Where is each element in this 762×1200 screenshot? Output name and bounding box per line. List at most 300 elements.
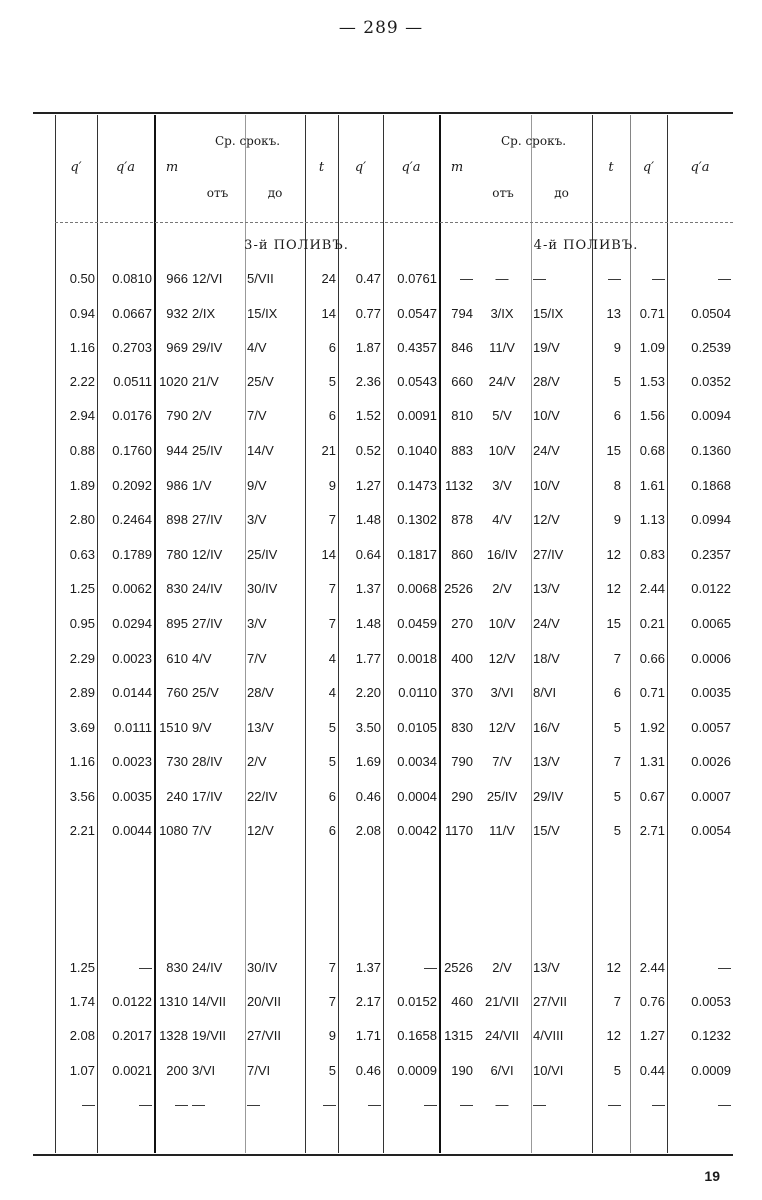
table-cell: — bbox=[608, 1097, 621, 1112]
table-cell: — bbox=[424, 1097, 437, 1112]
table-cell: 2.08 bbox=[355, 823, 381, 838]
table-cell: 6 bbox=[328, 789, 336, 804]
table-cell: 200 bbox=[166, 1063, 188, 1078]
header-sr-srok: Ср. срокъ. bbox=[500, 134, 567, 148]
table-cell: 0.63 bbox=[69, 547, 95, 562]
table-cell: 7/V bbox=[247, 408, 267, 423]
table-cell: — bbox=[247, 1097, 260, 1112]
table-cell: 0.2017 bbox=[112, 1028, 152, 1043]
table-cell: 27/VII bbox=[247, 1028, 281, 1043]
table-cell: 2.22 bbox=[69, 374, 95, 389]
table-cell: 0.0053 bbox=[691, 994, 731, 1009]
table-cell: 2/V bbox=[492, 581, 512, 596]
table-cell: 12/V bbox=[533, 512, 560, 527]
table-cell: 0.1232 bbox=[691, 1028, 731, 1043]
table-cell: 0.0009 bbox=[397, 1063, 437, 1078]
table-cell: 4/V bbox=[192, 651, 212, 666]
table-cell: 1080 bbox=[159, 823, 188, 838]
table-cell: 2.21 bbox=[69, 823, 95, 838]
table-cell: 0.0094 bbox=[691, 408, 731, 423]
header-separator bbox=[55, 222, 733, 223]
table-cell: 1.16 bbox=[69, 340, 95, 355]
table-cell: 27/IV bbox=[192, 616, 223, 631]
table-cell: 0.0035 bbox=[691, 685, 731, 700]
table-cell: 1.77 bbox=[355, 651, 381, 666]
table-cell: 2/V bbox=[192, 408, 212, 423]
table-cell: 0.0122 bbox=[691, 581, 731, 596]
table-cell: — bbox=[139, 960, 152, 975]
table-cell: 0.52 bbox=[355, 443, 381, 458]
header-q: q′ bbox=[70, 160, 82, 175]
table-cell: 21/V bbox=[192, 374, 219, 389]
table-cell: 1.48 bbox=[355, 512, 381, 527]
table-cell: 190 bbox=[451, 1063, 473, 1078]
table-cell: 9 bbox=[613, 512, 621, 527]
header-do: до bbox=[554, 186, 569, 200]
table-cell: 9 bbox=[328, 1028, 336, 1043]
table-cell: 7/V bbox=[492, 754, 512, 769]
table-cell: 17/IV bbox=[192, 789, 223, 804]
table-cell: 7 bbox=[328, 960, 336, 975]
table-cell: 24/IV bbox=[192, 581, 223, 596]
table-cell: 883 bbox=[451, 443, 473, 458]
table-cell: 0.1360 bbox=[691, 443, 731, 458]
table-cell: 29/IV bbox=[192, 340, 223, 355]
table-cell: 0.0152 bbox=[397, 994, 437, 1009]
table-cell: 24/V bbox=[533, 616, 560, 631]
header-qa: q′a bbox=[401, 160, 421, 175]
table-cell: 0.0105 bbox=[397, 720, 437, 735]
table-cell: 10/V bbox=[488, 443, 516, 458]
table-cell: 400 bbox=[451, 651, 473, 666]
table-cell: 0.0035 bbox=[112, 789, 152, 804]
table-cell: 5 bbox=[613, 1063, 621, 1078]
table-cell: — bbox=[460, 1097, 473, 1112]
table-cell: 760 bbox=[166, 685, 188, 700]
table-cell: 27/IV bbox=[533, 547, 564, 562]
table-cell: 2.80 bbox=[69, 512, 95, 527]
table-cell: 0.1473 bbox=[397, 478, 437, 493]
table-cell: 2.08 bbox=[69, 1028, 95, 1043]
table-cell: 2.17 bbox=[355, 994, 381, 1009]
table-cell: 4 bbox=[328, 651, 336, 666]
table-cell: — bbox=[495, 1097, 509, 1112]
table-cell: 2.94 bbox=[69, 408, 95, 423]
table-cell: 0.0018 bbox=[397, 651, 437, 666]
table-cell: 4/V bbox=[492, 512, 512, 527]
table-cell: 0.0176 bbox=[112, 408, 152, 423]
table-cell: 1510 bbox=[159, 720, 188, 735]
table-cell: 270 bbox=[451, 616, 473, 631]
table-cell: 9 bbox=[613, 340, 621, 355]
table-cell: 0.44 bbox=[639, 1063, 665, 1078]
table-cell: 0.46 bbox=[355, 789, 381, 804]
table-cell: 1.48 bbox=[355, 616, 381, 631]
table-cell: 1.53 bbox=[639, 374, 665, 389]
table-cell: 0.0810 bbox=[112, 271, 152, 286]
table-cell: 5 bbox=[328, 720, 336, 735]
table-cell: 370 bbox=[451, 685, 473, 700]
table-cell: 290 bbox=[451, 789, 473, 804]
table-cell: 0.0009 bbox=[691, 1063, 731, 1078]
table-cell: 0.77 bbox=[355, 306, 381, 321]
table-cell: — bbox=[718, 960, 731, 975]
table-cell: 3/VI bbox=[192, 1063, 216, 1078]
table-cell: 12/V bbox=[488, 651, 516, 666]
table-cell: 0.0091 bbox=[397, 408, 437, 423]
table-cell: 24/VII bbox=[485, 1028, 519, 1043]
table-cell: 0.1302 bbox=[397, 512, 437, 527]
header-sr-srok: Ср. срокъ. bbox=[214, 134, 281, 148]
table-cell: 0.94 bbox=[69, 306, 95, 321]
table-cell: 8 bbox=[613, 478, 621, 493]
table-cell: 12 bbox=[606, 547, 621, 562]
table-cell: 846 bbox=[451, 340, 473, 355]
table-cell: 0.1789 bbox=[112, 547, 152, 562]
table-cell: 2526 bbox=[444, 581, 473, 596]
table-cell: 830 bbox=[451, 720, 473, 735]
table-cell: 3/V bbox=[247, 512, 267, 527]
table-cell: 22/IV bbox=[247, 789, 278, 804]
table-cell: 9 bbox=[328, 478, 336, 493]
table-cell: 1.37 bbox=[355, 581, 381, 596]
table-cell: 0.0023 bbox=[112, 754, 152, 769]
table-cell: 1.92 bbox=[639, 720, 665, 735]
table-cell: 4/V bbox=[247, 340, 267, 355]
table-cell: 14/V bbox=[247, 443, 274, 458]
table-cell: 660 bbox=[451, 374, 473, 389]
table-cell: 5 bbox=[328, 374, 336, 389]
table-cell: 1020 bbox=[159, 374, 188, 389]
header-q: q′ bbox=[354, 160, 367, 175]
header-m: m bbox=[165, 160, 179, 175]
table-cell: 2.71 bbox=[639, 823, 665, 838]
table-cell: 7/V bbox=[192, 823, 212, 838]
table-cell: — bbox=[533, 271, 546, 286]
table-cell: 969 bbox=[166, 340, 188, 355]
table-cell: 7 bbox=[328, 581, 336, 596]
table-cell: 830 bbox=[166, 581, 188, 596]
table-cell: 0.1868 bbox=[691, 478, 731, 493]
table-cell: 0.0054 bbox=[691, 823, 731, 838]
table-cell: 1.74 bbox=[69, 994, 95, 1009]
signature-number: 19 bbox=[704, 1168, 720, 1184]
table-cell: 0.0068 bbox=[397, 581, 437, 596]
table-cell: 944 bbox=[166, 443, 188, 458]
table-cell: 10/VI bbox=[533, 1063, 564, 1078]
table-cell: 8/VI bbox=[533, 685, 557, 700]
table-cell: 780 bbox=[166, 547, 188, 562]
column-divider bbox=[531, 115, 532, 1153]
table-cell: 6/VI bbox=[490, 1063, 514, 1078]
table-cell: 0.0062 bbox=[112, 581, 152, 596]
table-cell: 15/IX bbox=[247, 306, 278, 321]
table-cell: 3/VI bbox=[490, 685, 514, 700]
table-cell: 1.31 bbox=[639, 754, 665, 769]
table-cell: 1.13 bbox=[639, 512, 665, 527]
table-cell: 240 bbox=[166, 789, 188, 804]
table-cell: 28/V bbox=[247, 685, 274, 700]
table-cell: 0.83 bbox=[639, 547, 665, 562]
table-cell: 9/V bbox=[247, 478, 267, 493]
table-cell: 18/V bbox=[533, 651, 560, 666]
table-cell: 19/VII bbox=[192, 1028, 226, 1043]
table-cell: — bbox=[460, 271, 473, 286]
table-cell: 0.88 bbox=[69, 443, 95, 458]
table-cell: 5/V bbox=[492, 408, 512, 423]
table-cell: 29/IV bbox=[533, 789, 564, 804]
table-cell: — bbox=[652, 271, 665, 286]
table-cell: 0.2703 bbox=[112, 340, 152, 355]
table-cell: 0.1760 bbox=[112, 443, 152, 458]
table-cell: — bbox=[368, 1097, 381, 1112]
table-cell: 11/V bbox=[489, 340, 515, 355]
table-cell: 2.36 bbox=[355, 374, 381, 389]
table-cell: 0.0122 bbox=[112, 994, 152, 1009]
table-cell: 1315 bbox=[444, 1028, 473, 1043]
table-cell: 0.0034 bbox=[397, 754, 437, 769]
table-cell: 5 bbox=[613, 720, 621, 735]
table-cell: 3.50 bbox=[355, 720, 381, 735]
table-cell: 6 bbox=[613, 685, 621, 700]
table-cell: 5/VII bbox=[247, 271, 274, 286]
table-cell: 0.2464 bbox=[112, 512, 152, 527]
table-cell: 1310 bbox=[159, 994, 188, 1009]
table-cell: 12/V bbox=[488, 720, 516, 735]
header-ot: отъ bbox=[206, 186, 229, 200]
table-cell: 1132 bbox=[445, 478, 473, 493]
table-cell: — bbox=[323, 1097, 336, 1112]
table-cell: — bbox=[192, 1097, 205, 1112]
table-cell: 1.25 bbox=[69, 960, 95, 975]
bottom-rule bbox=[33, 1154, 733, 1156]
table-cell: — bbox=[175, 1097, 188, 1112]
table-cell: — bbox=[533, 1097, 546, 1112]
table-cell: 0.0023 bbox=[112, 651, 152, 666]
table-cell: 0.0026 bbox=[691, 754, 731, 769]
table-cell: 0.66 bbox=[639, 651, 665, 666]
table-cell: 986 bbox=[166, 478, 188, 493]
table-cell: 794 bbox=[451, 306, 473, 321]
table-cell: 25/V bbox=[192, 685, 219, 700]
table-cell: 0.0111 bbox=[114, 720, 152, 735]
table-cell: 5 bbox=[328, 1063, 336, 1078]
table-cell: 27/IV bbox=[192, 512, 223, 527]
header-qa: q′a bbox=[690, 160, 710, 175]
table-cell: 21/VII bbox=[485, 994, 519, 1009]
table-cell: 0.67 bbox=[639, 789, 665, 804]
table-cell: 1.09 bbox=[639, 340, 665, 355]
table-cell: 0.0994 bbox=[691, 512, 731, 527]
table-cell: 3/IX bbox=[490, 306, 514, 321]
table-cell: 1.89 bbox=[69, 478, 95, 493]
table-cell: 3/V bbox=[492, 478, 512, 493]
table-cell: 13/V bbox=[247, 720, 274, 735]
section-title-fourth: 4-й ПОЛИВЪ. bbox=[533, 238, 639, 253]
table-cell: 0.0459 bbox=[397, 616, 437, 631]
table-cell: — bbox=[495, 271, 509, 286]
table-cell: 932 bbox=[166, 306, 188, 321]
table-cell: 7 bbox=[328, 616, 336, 631]
table-cell: 1.27 bbox=[355, 478, 381, 493]
table-cell: 3/V bbox=[247, 616, 267, 631]
table-cell: 0.0761 bbox=[397, 271, 437, 286]
table-cell: 1170 bbox=[445, 823, 473, 838]
table-cell: 0.2092 bbox=[112, 478, 152, 493]
table-cell: 0.2539 bbox=[691, 340, 731, 355]
page-number: — 289 — bbox=[338, 18, 424, 38]
table-cell: 7 bbox=[328, 512, 336, 527]
header-m: m bbox=[450, 160, 464, 175]
table-cell: 0.0504 bbox=[691, 306, 731, 321]
table-cell: 0.0065 bbox=[691, 616, 731, 631]
table-cell: 790 bbox=[166, 408, 188, 423]
table-cell: 0.0352 bbox=[691, 374, 731, 389]
table-cell: 898 bbox=[166, 512, 188, 527]
table-cell: 12/IV bbox=[192, 547, 223, 562]
table-cell: 15 bbox=[606, 443, 621, 458]
table-cell: 5 bbox=[613, 374, 621, 389]
table-cell: 1.56 bbox=[639, 408, 665, 423]
table-cell: 28/IV bbox=[192, 754, 223, 769]
table-cell: 14/VII bbox=[192, 994, 226, 1009]
table-cell: 6 bbox=[613, 408, 621, 423]
table-cell: 0.50 bbox=[69, 271, 95, 286]
table-cell: — bbox=[652, 1097, 665, 1112]
table-cell: 2/V bbox=[247, 754, 267, 769]
table-cell: 0.0667 bbox=[112, 306, 152, 321]
table-cell: 13 bbox=[606, 306, 621, 321]
table-cell: 730 bbox=[166, 754, 188, 769]
table-cell: 13/V bbox=[533, 754, 560, 769]
table-cell: 860 bbox=[451, 547, 473, 562]
table-cell: 0.0007 bbox=[691, 789, 731, 804]
table-cell: 610 bbox=[166, 651, 188, 666]
table-cell: 12/V bbox=[247, 823, 274, 838]
table-cell: 0.68 bbox=[639, 443, 665, 458]
table-cell: 2.44 bbox=[639, 960, 665, 975]
table-cell: 14 bbox=[321, 547, 336, 562]
table-cell: 0.0057 bbox=[691, 720, 731, 735]
table-cell: 790 bbox=[451, 754, 473, 769]
table-cell: 2526 bbox=[444, 960, 473, 975]
table-cell: 0.95 bbox=[69, 616, 95, 631]
table-cell: 1.07 bbox=[69, 1063, 95, 1078]
table-cell: 1.71 bbox=[355, 1028, 381, 1043]
table-cell: 24/V bbox=[488, 374, 516, 389]
header-qa: q′a bbox=[115, 160, 136, 175]
table-cell: 0.21 bbox=[639, 616, 665, 631]
column-divider bbox=[245, 115, 246, 1153]
table-cell: 12 bbox=[606, 1028, 621, 1043]
table-cell: 0.0004 bbox=[397, 789, 437, 804]
table-cell: 1.25 bbox=[69, 581, 95, 596]
table-cell: 7 bbox=[328, 994, 336, 1009]
table-cell: 0.0547 bbox=[397, 306, 437, 321]
table-cell: 1.61 bbox=[639, 478, 665, 493]
table-cell: 1.87 bbox=[355, 340, 381, 355]
table-cell: 7/V bbox=[247, 651, 267, 666]
table-cell: 7 bbox=[613, 754, 621, 769]
header-ot: отъ bbox=[492, 186, 514, 200]
table-cell: 0.1040 bbox=[397, 443, 437, 458]
table-cell: 30/IV bbox=[247, 960, 278, 975]
table-cell: 0.0511 bbox=[113, 374, 152, 389]
header-q: q′ bbox=[642, 160, 655, 175]
table-cell: 0.0042 bbox=[397, 823, 437, 838]
table-cell: — bbox=[718, 271, 731, 286]
table-cell: 1.52 bbox=[355, 408, 381, 423]
table-cell: 1.69 bbox=[355, 754, 381, 769]
table-cell: 0.71 bbox=[639, 685, 665, 700]
table-cell: 0.1817 bbox=[397, 547, 437, 562]
table-cell: 0.0021 bbox=[112, 1063, 152, 1078]
table-cell: 25/IV bbox=[192, 443, 223, 458]
table-cell: 10/V bbox=[488, 616, 516, 631]
table-cell: 2/V bbox=[492, 960, 512, 975]
table-cell: 24 bbox=[321, 271, 336, 286]
table-cell: 0.46 bbox=[355, 1063, 381, 1078]
section-title-third: 3-й ПОЛИВЪ. bbox=[244, 238, 349, 253]
table-cell: 10/V bbox=[533, 408, 560, 423]
table-cell: 460 bbox=[451, 994, 473, 1009]
table-cell: 7 bbox=[613, 994, 621, 1009]
table-cell: — bbox=[82, 1097, 95, 1112]
table-cell: 24/V bbox=[533, 443, 560, 458]
table-cell: — bbox=[718, 1097, 731, 1112]
table-cell: 1.27 bbox=[639, 1028, 665, 1043]
table-cell: 12 bbox=[606, 960, 621, 975]
table-cell: 27/VII bbox=[533, 994, 567, 1009]
table-cell: 11/V bbox=[489, 823, 515, 838]
table-cell: 4 bbox=[328, 685, 336, 700]
table-cell: 0.76 bbox=[639, 994, 665, 1009]
header-t: t bbox=[318, 160, 325, 175]
table-cell: 5 bbox=[328, 754, 336, 769]
table-cell: 15/IX bbox=[533, 306, 564, 321]
table-cell: 7/VI bbox=[247, 1063, 271, 1078]
table-cell: 895 bbox=[166, 616, 188, 631]
table-cell: 16/IV bbox=[486, 547, 518, 562]
table-cell: 3.56 bbox=[69, 789, 95, 804]
table-cell: 6 bbox=[328, 408, 336, 423]
table-cell: 10/V bbox=[533, 478, 560, 493]
table-cell: 0.0006 bbox=[691, 651, 731, 666]
table-cell: 6 bbox=[328, 823, 336, 838]
table-cell: 0.0543 bbox=[397, 374, 437, 389]
table-cell: 810 bbox=[451, 408, 473, 423]
table-cell: 0.0144 bbox=[112, 685, 152, 700]
table-cell: 25/V bbox=[247, 374, 274, 389]
table-cell: 3.69 bbox=[69, 720, 95, 735]
table-cell: — bbox=[139, 1097, 152, 1112]
table-cell: 25/IV bbox=[486, 789, 518, 804]
table-cell: 7 bbox=[613, 651, 621, 666]
table-cell: 5 bbox=[613, 823, 621, 838]
table-cell: 0.0294 bbox=[112, 616, 152, 631]
table-cell: 966 bbox=[166, 271, 188, 286]
table-cell: 2.20 bbox=[355, 685, 381, 700]
table-cell: 4/VIII bbox=[533, 1028, 564, 1043]
table-cell: 13/V bbox=[533, 581, 560, 596]
table-cell: 2/IX bbox=[192, 306, 216, 321]
table-cell: 0.2357 bbox=[691, 547, 731, 562]
table-cell: 1.16 bbox=[69, 754, 95, 769]
table-cell: 14 bbox=[321, 306, 336, 321]
table-cell: 878 bbox=[451, 512, 473, 527]
table-cell: 1/V bbox=[192, 478, 212, 493]
table-cell: 0.64 bbox=[355, 547, 381, 562]
